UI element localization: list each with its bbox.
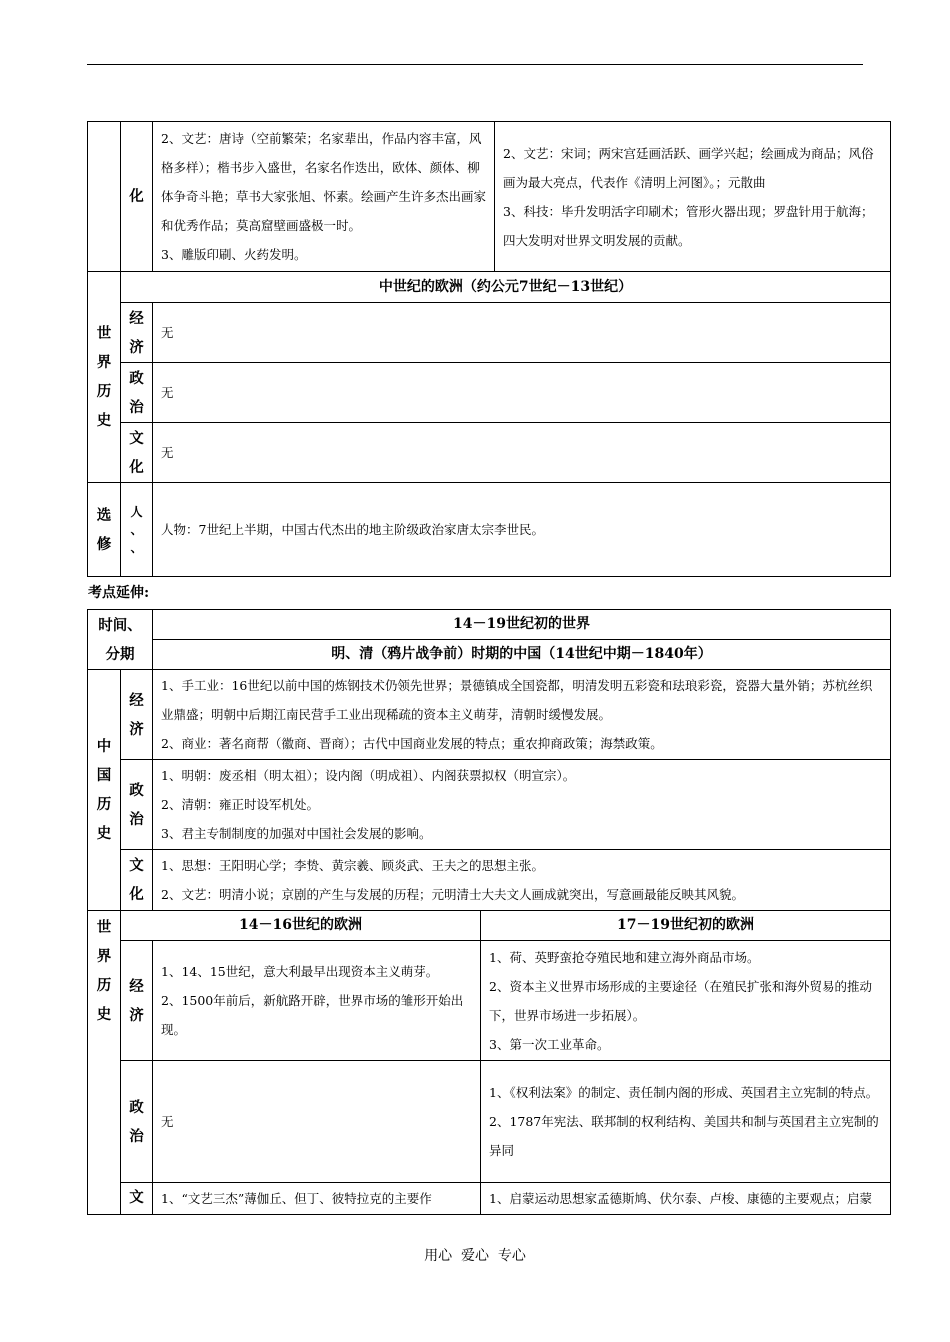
medieval-pol-text: 无 <box>153 363 891 423</box>
period-label: 时间、 分期 <box>88 610 153 670</box>
econ-label: 经 济 <box>121 303 153 363</box>
pol-14-16-text: 无 <box>153 1061 481 1183</box>
medieval-econ-text: 无 <box>153 303 891 363</box>
header-rule <box>87 64 863 65</box>
bottom-table <box>87 609 891 1215</box>
china-econ-line: 1、手工业：16世纪以前中国的炼钢技术仍领先世界；景德镇成全国瓷都，明清发明五彩瓷和珐琅彩瓷，瓷器大量外销；苏杭丝织业鼎盛；明朝中后期江南民营手工业出现稀疏的资本主义萌芽，清朝时缓慢发展。 <box>161 678 873 722</box>
empty-left-cell <box>88 122 121 272</box>
pol-17-19-cell <box>481 1061 891 1183</box>
cult-14-16-text: 1、“文艺三杰”薄伽丘、但丁、彼特拉克的主要作 <box>153 1183 481 1215</box>
pol-label: 政 治 <box>121 760 153 850</box>
china-pol-line: 1、明朝：废丞相（明太祖）；设内阁（明成祖）、内阁获票拟权（明宣宗）。 <box>161 768 576 783</box>
europe-14-16-header: 14－16世纪的欧洲 <box>121 911 481 941</box>
china-pol-cell <box>153 760 891 850</box>
section-title: 考点延伸: <box>88 585 150 601</box>
europe-17-19-header: 17－19世纪初的欧洲 <box>481 911 891 941</box>
tang-culture-line: 2、文艺：唐诗（空前繁荣；名家辈出，作品内容丰富，风格多样）；楷书步入盛世，名家名作迭出，欧体、颜体、柳体争奇斗艳；草书大家张旭、怀素。绘画产生许多杰出画家和优秀作品；莫高窟壁画盛极一时。 <box>161 131 487 233</box>
period-header: 14－19世纪初的世界 <box>153 610 891 640</box>
china-cult-line: 1、思想：王阳明心学；李贽、黄宗羲、顾炎武、王夫之的思想主张。 <box>161 858 544 873</box>
elective-text: 人物：7世纪上半期，中国古代杰出的地主阶级政治家唐太宗李世民。 <box>153 483 891 577</box>
elective-sub-label: 人 、 、 <box>121 483 153 577</box>
econ-14-16-cell <box>153 941 481 1061</box>
cult-label: 文 化 <box>121 850 153 911</box>
world-history-label: 世 界 历 史 <box>88 911 121 1215</box>
china-pol-line: 3、君主专制制度的加强对中国社会发展的影响。 <box>161 826 432 841</box>
china-history-label: 中 国 历 史 <box>88 670 121 911</box>
china-cult-line: 2、文艺：明清小说；京剧的产生与发展的历程；元明清士大夫文人画成就突出，写意画最能反映其风貌。 <box>161 887 744 902</box>
tang-culture-line: 3、雕版印刷、火药发明。 <box>161 247 307 262</box>
econ-14-16-line: 1、14、15世纪，意大利最早出现资本主义萌芽。 <box>161 964 439 979</box>
song-culture-line: 2、文艺：宋词；两宋宫廷画活跃、画学兴起；绘画成为商品；风俗画为最大亮点，代表作《清明上河图》。；元散曲 <box>503 145 874 190</box>
cult-label-partial: 文 <box>121 1183 153 1215</box>
econ-17-19-cell <box>481 941 891 1061</box>
econ-17-19-line: 1、荷、英野蛮抢夺殖民地和建立海外商品市场。 <box>489 949 760 965</box>
world-history-label: 世 界 历 史 <box>88 272 121 483</box>
page-footer: 用心 爱心 专心 <box>424 1248 526 1264</box>
econ-14-16-line: 2、1500年前后，新航路开辟，世界市场的雏形开始出现。 <box>161 993 464 1037</box>
elective-label: 选 修 <box>88 483 121 577</box>
pol-17-19-line: 2、1787年宪法、联邦制的权利结构、美国共和制与英国君主立宪制的异同 <box>489 1114 879 1158</box>
econ-17-19-line: 2、资本主义世界市场形成的主要途径（在殖民扩张和海外贸易的推动下，世界市场进一步拓展）。 <box>489 978 872 1023</box>
china-pol-line: 2、清朝：雍正时设军机处。 <box>161 797 319 812</box>
china-econ-cell <box>153 670 891 760</box>
song-culture-line: 3、科技：毕升发明活字印刷术；管形火器出现；罗盘针用于航海；四大发明对世界文明发展的贡献。 <box>503 203 874 248</box>
hua-label: 化 <box>121 122 153 272</box>
china-econ-line: 2、商业：著名商帮（徽商、晋商）；古代中国商业发展的特点；重农抑商政策；海禁政策。 <box>161 736 663 751</box>
medieval-cult-text: 无 <box>153 423 891 483</box>
medieval-europe-header: 中世纪的欧洲（约公元7世纪－13世纪） <box>121 272 891 303</box>
pol-17-19-line: 1、《权利法案》的制定、责任制内阁的形成、英国君主立宪制的特点。 <box>489 1085 879 1100</box>
econ-label: 经 济 <box>121 941 153 1061</box>
top-table <box>87 121 891 577</box>
tang-culture-cell <box>153 122 495 272</box>
pol-label: 政 治 <box>121 1061 153 1183</box>
song-culture-cell <box>495 122 891 272</box>
cult-label: 文 化 <box>121 423 153 483</box>
ming-qing-header: 明、清（鸦片战争前）时期的中国（14世纪中期－1840年） <box>153 640 891 670</box>
pol-label: 政 治 <box>121 363 153 423</box>
china-cult-cell <box>153 850 891 911</box>
econ-label: 经 济 <box>121 670 153 760</box>
cult-17-19-text: 1、启蒙运动思想家孟德斯鸠、伏尔泰、卢梭、康德的主要观点；启蒙 <box>481 1183 891 1215</box>
econ-17-19-line: 3、第一次工业革命。 <box>489 1036 610 1052</box>
